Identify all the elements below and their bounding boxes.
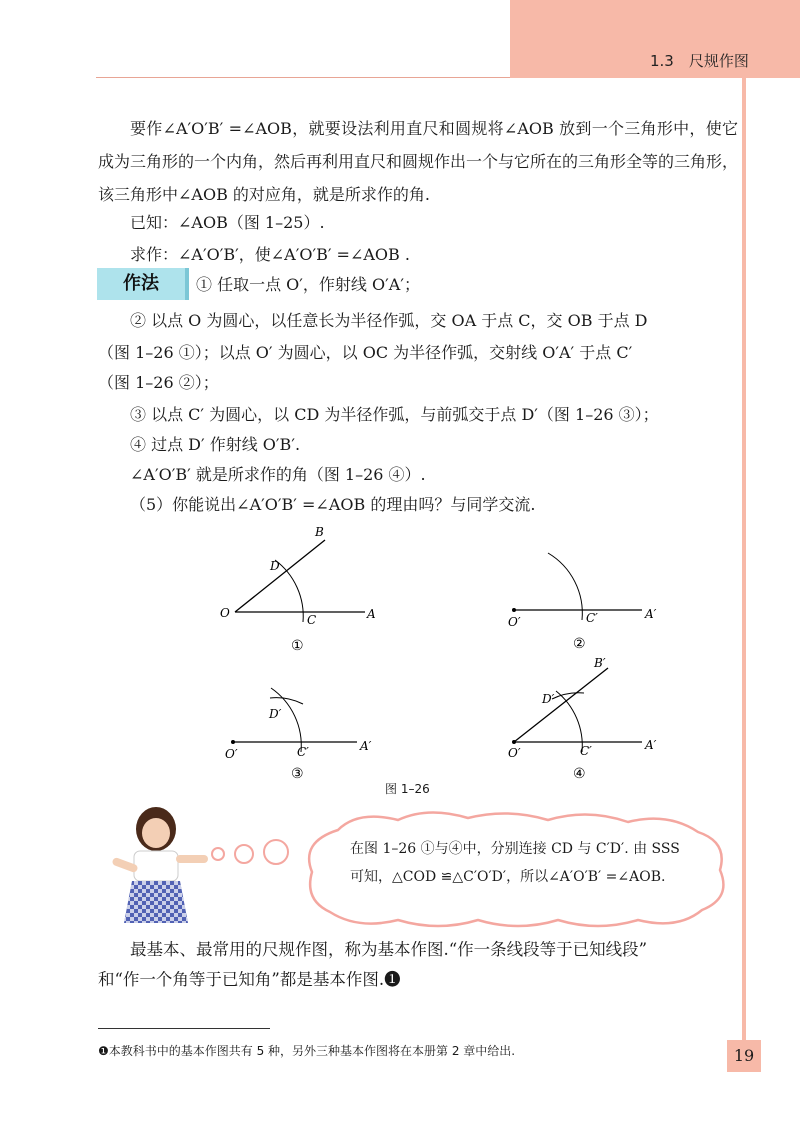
label-D: D xyxy=(270,559,280,573)
thought-line-1: 在图 1–26 ①与④中，分别连接 CD 与 C′D′. 由 SSS xyxy=(350,841,680,857)
point-O2 xyxy=(512,608,516,612)
seek-line: 求作：∠A′O′B′，使∠A′O′B′ =∠AOB . xyxy=(130,245,410,264)
point-O2-4 xyxy=(512,740,516,744)
arc-C2-4 xyxy=(552,693,584,699)
label-D2-3: D′ xyxy=(269,707,282,721)
known-line: 已知：∠AOB（图 1–25）. xyxy=(130,213,325,232)
label-O2: O′ xyxy=(508,615,521,629)
footnote-rule xyxy=(98,1028,270,1029)
method-badge: 作法 xyxy=(97,268,189,300)
figure-caption: 图 1–26 xyxy=(385,782,430,796)
arc-O2-4 xyxy=(556,691,582,752)
label-B: B xyxy=(315,525,324,539)
label-A2: A′ xyxy=(645,607,657,621)
header-rule xyxy=(96,77,510,78)
label-C: C xyxy=(307,613,317,627)
panel-label-4: ④ xyxy=(573,766,586,782)
label-C2-4: C′ xyxy=(580,744,592,758)
panel-label-3: ③ xyxy=(291,766,304,782)
step-1: ① 任取一点 O′，作射线 O′A′； xyxy=(196,275,420,294)
figure-panel-4 xyxy=(500,655,680,785)
label-B2: B′ xyxy=(594,656,606,670)
intro-paragraph: 要作∠A′O′B′ =∠AOB，就要设法利用直尺和圆规将∠AOB 放到一个三角形中，使它成为三角形的一个内角，然后再利用直尺和圆规作出一个与它所在的三角形全等的三角形，该三角形中∠AOB 的对应角，就是所求作的角. xyxy=(98,119,739,204)
label-O2-4: O′ xyxy=(508,746,521,760)
side-rule xyxy=(742,78,746,1040)
girl-illustration xyxy=(98,805,218,923)
step-2a: ② 以点 O 为圆心，以任意长为半径作弧，交 OA 于点 C，交 OB 于点 D xyxy=(130,311,648,330)
step-2b: （图 1–26 ①）；以点 O′ 为圆心，以 OC 为半径作弧，交射线 O′A′ 于点 C′ xyxy=(98,343,633,362)
point-O2-3 xyxy=(231,740,235,744)
footnote: ❶本教科书中的基本作图共有 5 种，另外三种基本作图将在本册第 2 章中给出. xyxy=(98,1044,516,1058)
ray-OB xyxy=(235,540,325,612)
step-2c: （图 1–26 ②）； xyxy=(98,373,219,392)
label-C2-3: C′ xyxy=(297,745,309,759)
panel-label-1: ① xyxy=(291,638,304,654)
closing-line-2: 和“作一个角等于已知角”都是基本作图.❶ xyxy=(98,970,401,989)
figure-panel-3 xyxy=(215,680,395,785)
figure-panel-1 xyxy=(215,522,395,657)
result-line: ∠A′O′B′ 就是所求作的角（图 1–26 ④）. xyxy=(130,465,426,484)
label-D2-4: D′ xyxy=(542,692,555,706)
cloud-bubble-large xyxy=(264,840,288,864)
label-O: O xyxy=(220,606,230,620)
label-A: A xyxy=(367,607,376,621)
page-number: 19 xyxy=(727,1040,761,1072)
label-A2-3: A′ xyxy=(360,739,372,753)
closing-line-1: 最基本、最常用的尺规作图，称为基本作图.“作一条线段等于已知线段” xyxy=(130,940,648,959)
label-O2-3: O′ xyxy=(225,747,238,761)
label-C2: C′ xyxy=(586,611,598,625)
figure-panel-2 xyxy=(500,548,680,658)
thought-line-2: 可知，△COD ≌△C′O′D′，所以∠A′O′B′ =∠AOB. xyxy=(350,869,666,885)
step-4: ④ 过点 D′ 作射线 O′B′. xyxy=(130,435,301,454)
cloud-bubble-small xyxy=(212,848,224,860)
question-line: （5）你能说出∠A′O′B′ =∠AOB 的理由吗？与同学交流. xyxy=(130,495,536,514)
section-title: 1.3 尺规作图 xyxy=(650,52,749,70)
label-A2-4: A′ xyxy=(645,738,657,752)
step-3: ③ 以点 C′ 为圆心，以 CD 为半径作弧，与前弧交于点 D′（图 1–26 ③）； xyxy=(130,405,659,424)
cloud-bubble-medium xyxy=(235,845,253,863)
panel-label-2: ② xyxy=(573,636,586,652)
ray-O2B2 xyxy=(514,668,608,742)
